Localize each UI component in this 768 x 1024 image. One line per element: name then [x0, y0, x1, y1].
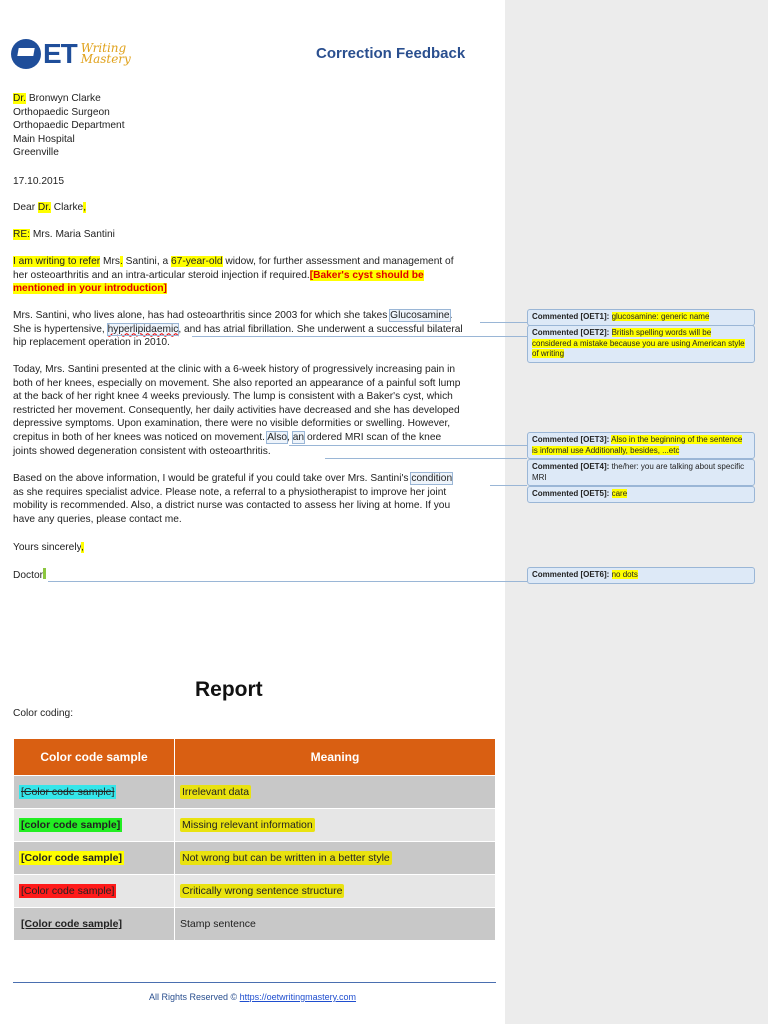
addr-line: Orthopaedic Surgeon [13, 106, 110, 118]
meaning-text: Stamp sentence [180, 918, 256, 930]
signature-text: Doctor [13, 570, 44, 581]
text: both of her knees, especially on movement. She also reported an appearance of a painful soft lump [13, 377, 461, 389]
paragraph-history [13, 309, 498, 350]
comment-text: the/her: you are talking about specific MRI [532, 462, 745, 482]
hl-text: . [120, 256, 123, 267]
footer-link[interactable]: https://oetwritingmastery.com [239, 992, 357, 1002]
comment-balloon[interactable] [527, 567, 755, 584]
column-header: Meaning [175, 739, 496, 776]
comment-label: Commented [OET2]: [532, 328, 610, 337]
comment-label: Commented [OET4]: [532, 462, 610, 471]
table-row [14, 809, 496, 842]
logo-tagline-2: Mastery [80, 52, 131, 66]
footer-divider [13, 982, 496, 983]
commented-text[interactable]: condition [411, 473, 453, 484]
column-header: Color code sample [14, 739, 175, 776]
comment-label: Commented [OET5]: [532, 489, 610, 498]
text: joints showed degeneration consistent with osteoarthritis. [13, 445, 271, 457]
hl-text: I am writing to refer [13, 256, 101, 267]
re-label: RE: [13, 229, 30, 240]
addr-line: Main Hospital [13, 133, 75, 145]
comment-balloon[interactable] [527, 459, 755, 486]
comment-margin-pane [505, 0, 768, 1024]
comment-balloon[interactable] [527, 432, 755, 459]
text: crepitus in both of her knees was noticed on movement. [13, 431, 268, 443]
paragraph-intro [13, 255, 498, 296]
re-text: Mrs. Maria Santini [29, 229, 115, 240]
comment-label: Commented [OET3]: [532, 435, 610, 444]
comment-text: British spelling words will be considered a mistake because you are using American style of writing [532, 328, 745, 358]
color-coding-label: Color coding: [13, 708, 74, 719]
comment-label: Commented [OET1]: [532, 312, 610, 321]
re-line [13, 228, 115, 242]
text: , and has atrial fibrillation. She underwent a successful bilateral [178, 323, 463, 335]
table-row [14, 875, 496, 908]
color-sample: [Color code sample] [21, 786, 115, 798]
addr-line: Orthopaedic Department [13, 120, 125, 132]
text: ordered MRI scan of the knee [304, 431, 442, 443]
table-row [14, 842, 496, 875]
text: mobility is recommended. Also, a district nurse was contacted to assess her living at home. If you [13, 500, 451, 512]
color-sample: [color code sample] [21, 819, 121, 831]
comment-marker [43, 568, 46, 579]
oet-logo [11, 38, 131, 70]
meaning-text: Missing relevant information [182, 819, 313, 831]
feedback-note: [Baker's cyst should be [309, 269, 424, 281]
comment-text: glucosamine: generic name [611, 312, 710, 321]
paragraph-request [13, 472, 498, 526]
table-row [14, 908, 496, 941]
comment-text: Also in the beginning of the sentence is informal use Additionally, besides, ...etc [532, 435, 743, 455]
page-title: Correction Feedback [316, 45, 466, 62]
text: depressive symptoms. Upon examination, there were no visible deformities or swelling. However, [13, 418, 451, 430]
salutation-title: Dr. [37, 202, 51, 213]
commented-text[interactable]: Also [267, 431, 288, 443]
logo-brand: ET [43, 38, 77, 69]
salutation [13, 201, 86, 215]
feedback-note: mentioned in your introduction] [13, 283, 167, 295]
color-sample: [Color code sample] [21, 885, 115, 897]
signature [13, 568, 46, 583]
text: at the back of her right knee 4 weeks previously. The lump is consistent with a Baker's cyst, which [13, 391, 453, 403]
text: hip replacement operation in 2010. [13, 337, 170, 349]
paragraph-presentation [13, 363, 498, 458]
text: her osteoarthritis and an intra-articular steroid injection if required. [13, 269, 310, 281]
commented-text[interactable]: an [292, 431, 305, 443]
comment-label: Commented [OET6]: [532, 570, 610, 579]
footer-text: All Rights Reserved © [148, 992, 240, 1002]
text: Mrs. Santini, who lives alone, has had osteoarthritis since 2003 for which she takes [13, 310, 391, 321]
address-block [13, 92, 125, 160]
comment-balloon[interactable] [527, 309, 755, 326]
text: Based on the above information, I would be grateful if you could take over Mrs. Santini's [13, 473, 412, 484]
meaning-text: Not wrong but can be written in a better style [182, 852, 390, 864]
footer [0, 992, 505, 1002]
addr-name: Bronwyn Clarke [26, 93, 101, 104]
report-title: Report [195, 678, 263, 701]
text: Santini, a [122, 256, 171, 267]
comment-balloon[interactable] [527, 325, 755, 363]
comment-text: no dots [611, 570, 638, 579]
closing [13, 541, 84, 555]
text: restricted her movement. Consequently, her daily activities have decreased and she has developed [13, 404, 460, 416]
closing-text: Yours sincerely [13, 542, 81, 553]
closing-comma: , [80, 542, 84, 553]
table-header-row [14, 739, 496, 776]
text: have any queries, please contact me. [13, 513, 182, 525]
text: , [287, 431, 293, 443]
color-sample: [Color code sample] [21, 852, 122, 864]
color-sample: [Color code sample] [21, 918, 122, 930]
letter-date: 17.10.2015 [13, 176, 64, 187]
text: . [449, 310, 453, 321]
color-code-table [13, 738, 496, 941]
text: as she requires specialist advice. Please note, a referral to a physiotherapist to improve her joint [13, 486, 447, 498]
graduation-cap-icon [11, 39, 41, 69]
salutation-comma: , [83, 202, 87, 213]
text: Mrs [100, 256, 120, 267]
hl-text: 67-year-old [170, 256, 223, 267]
text: Today, Mrs. Santini presented at the clinic with a 6-week history of progressively increasing pain in [13, 364, 456, 375]
text: She is hypertensive, [13, 323, 108, 335]
comment-balloon[interactable] [527, 486, 755, 503]
meaning-text: Irrelevant data [182, 786, 250, 798]
addr-title: Dr. [13, 93, 27, 104]
table-row [14, 776, 496, 809]
logo-tagline-1: Writing [80, 41, 127, 55]
commented-text[interactable]: hyperlipidaemic [107, 323, 179, 335]
addr-line: Greenville [13, 147, 59, 159]
salutation-pre: Dear [13, 202, 38, 213]
commented-text[interactable]: Glucosamine [390, 310, 450, 321]
text: widow, for further assessment and management of [222, 256, 454, 267]
comment-text: care [611, 489, 628, 498]
meaning-text: Critically wrong sentence structure [182, 885, 343, 897]
salutation-name: Clarke [50, 202, 84, 213]
